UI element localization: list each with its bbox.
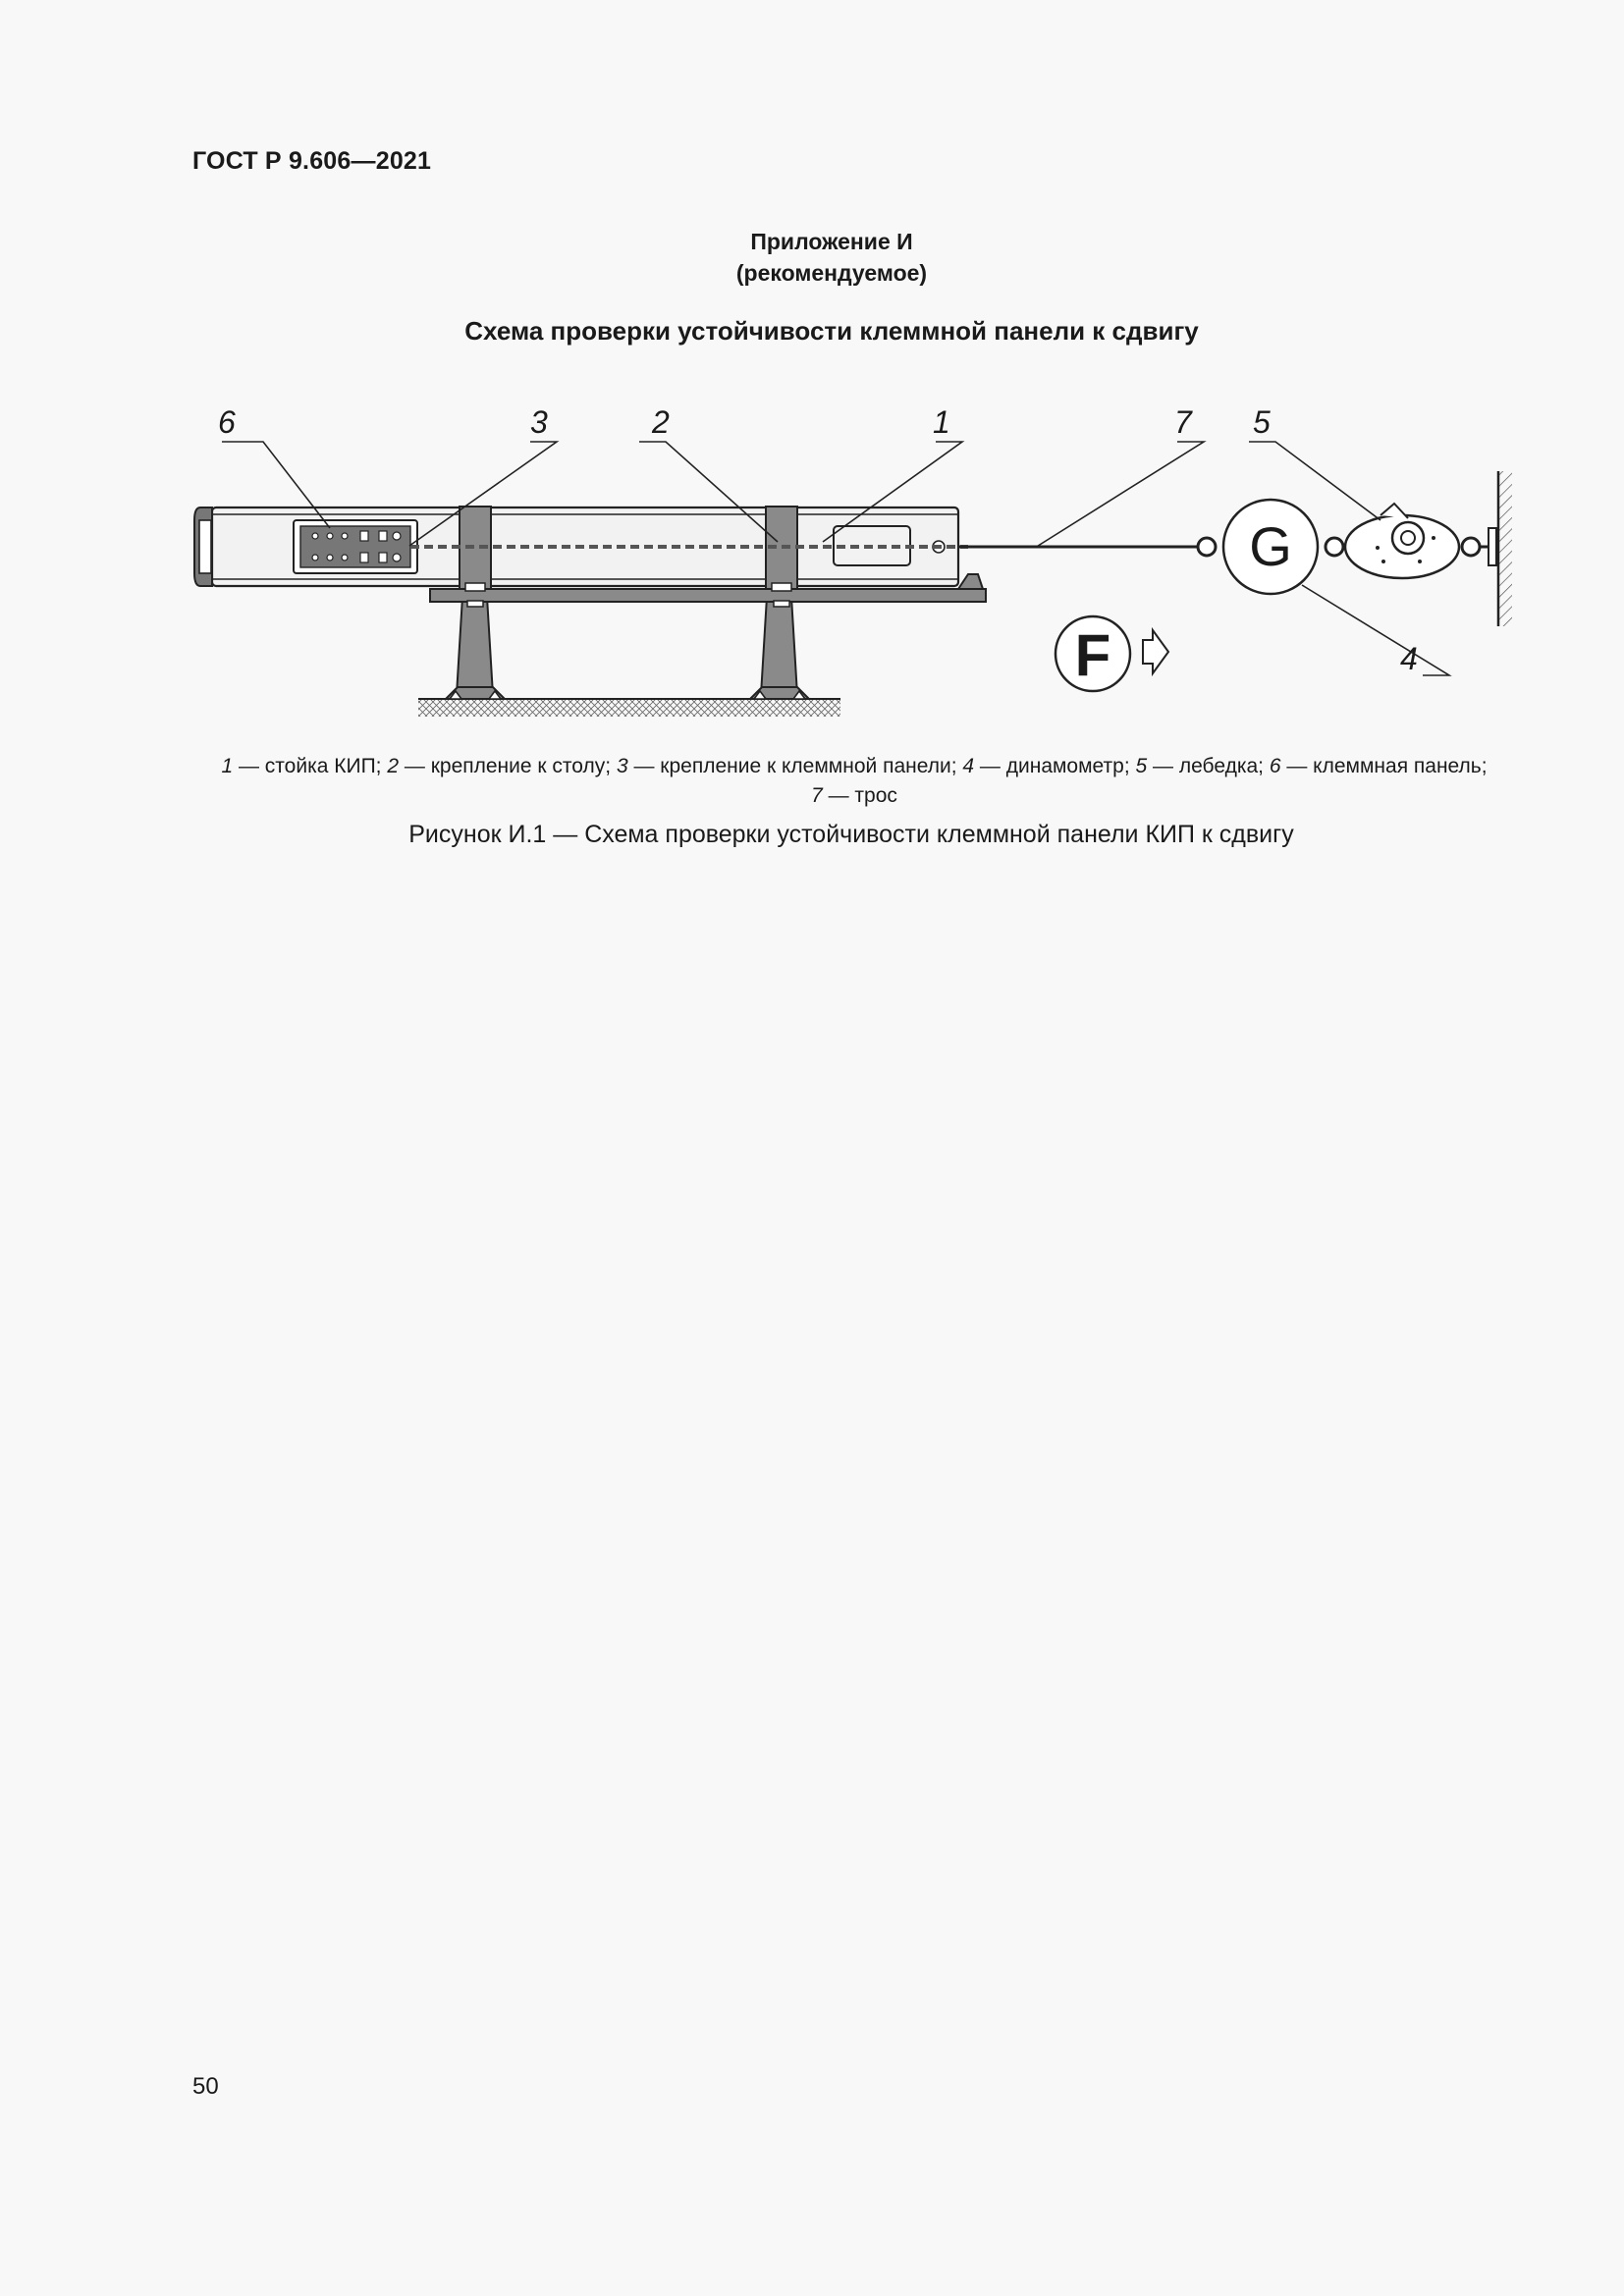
legend-item: 3 — крепление к клеммной панели; — [616, 755, 963, 777]
appendix-status: (рекомендуемое) — [735, 260, 928, 286]
callout-1: 1 — [933, 404, 950, 440]
floor-hatch — [418, 699, 840, 717]
dynamometer — [1198, 500, 1343, 594]
callout-2: 2 — [652, 404, 670, 440]
winch — [1345, 504, 1496, 578]
table-supports — [446, 597, 809, 699]
callout-6: 6 — [218, 404, 236, 440]
test-scheme-drawing — [192, 393, 1518, 736]
appendix-title: Приложение И — [750, 229, 913, 254]
legend-item: 4 — динамометр; — [962, 755, 1136, 777]
force-letter: F — [1074, 622, 1111, 688]
figure-diagram — [192, 393, 1518, 736]
legend-item: 5 — лебедка; — [1135, 755, 1270, 777]
callout-5: 5 — [1253, 404, 1271, 440]
legend-item: 1 — стойка КИП; — [221, 755, 388, 777]
callout-7: 7 — [1174, 404, 1192, 440]
terminal-panel — [294, 520, 417, 573]
table-plate — [430, 589, 986, 602]
callout-3: 3 — [530, 404, 548, 440]
page-number: 50 — [192, 2073, 219, 2100]
force-symbol — [1056, 616, 1168, 691]
wall — [1498, 471, 1512, 626]
legend-item: 2 — крепление к столу; — [387, 755, 617, 777]
legend-item: 6 — клеммная панель; — [1269, 755, 1488, 777]
dynamometer-letter: G — [1249, 515, 1292, 577]
figure-legend — [187, 752, 1522, 811]
figure-caption: Рисунок И.1 — Схема проверки устойчивости клеммной панели КИП к сдвигу — [408, 821, 1294, 848]
callout-4: 4 — [1400, 641, 1418, 676]
legend-item: 7 — трос — [811, 784, 897, 807]
document-header: ГОСТ Р 9.606—2021 — [192, 147, 432, 175]
appendix-heading — [0, 226, 1624, 289]
section-title: Схема проверки устойчивости клеммной панели к сдвигу — [464, 316, 1199, 346]
